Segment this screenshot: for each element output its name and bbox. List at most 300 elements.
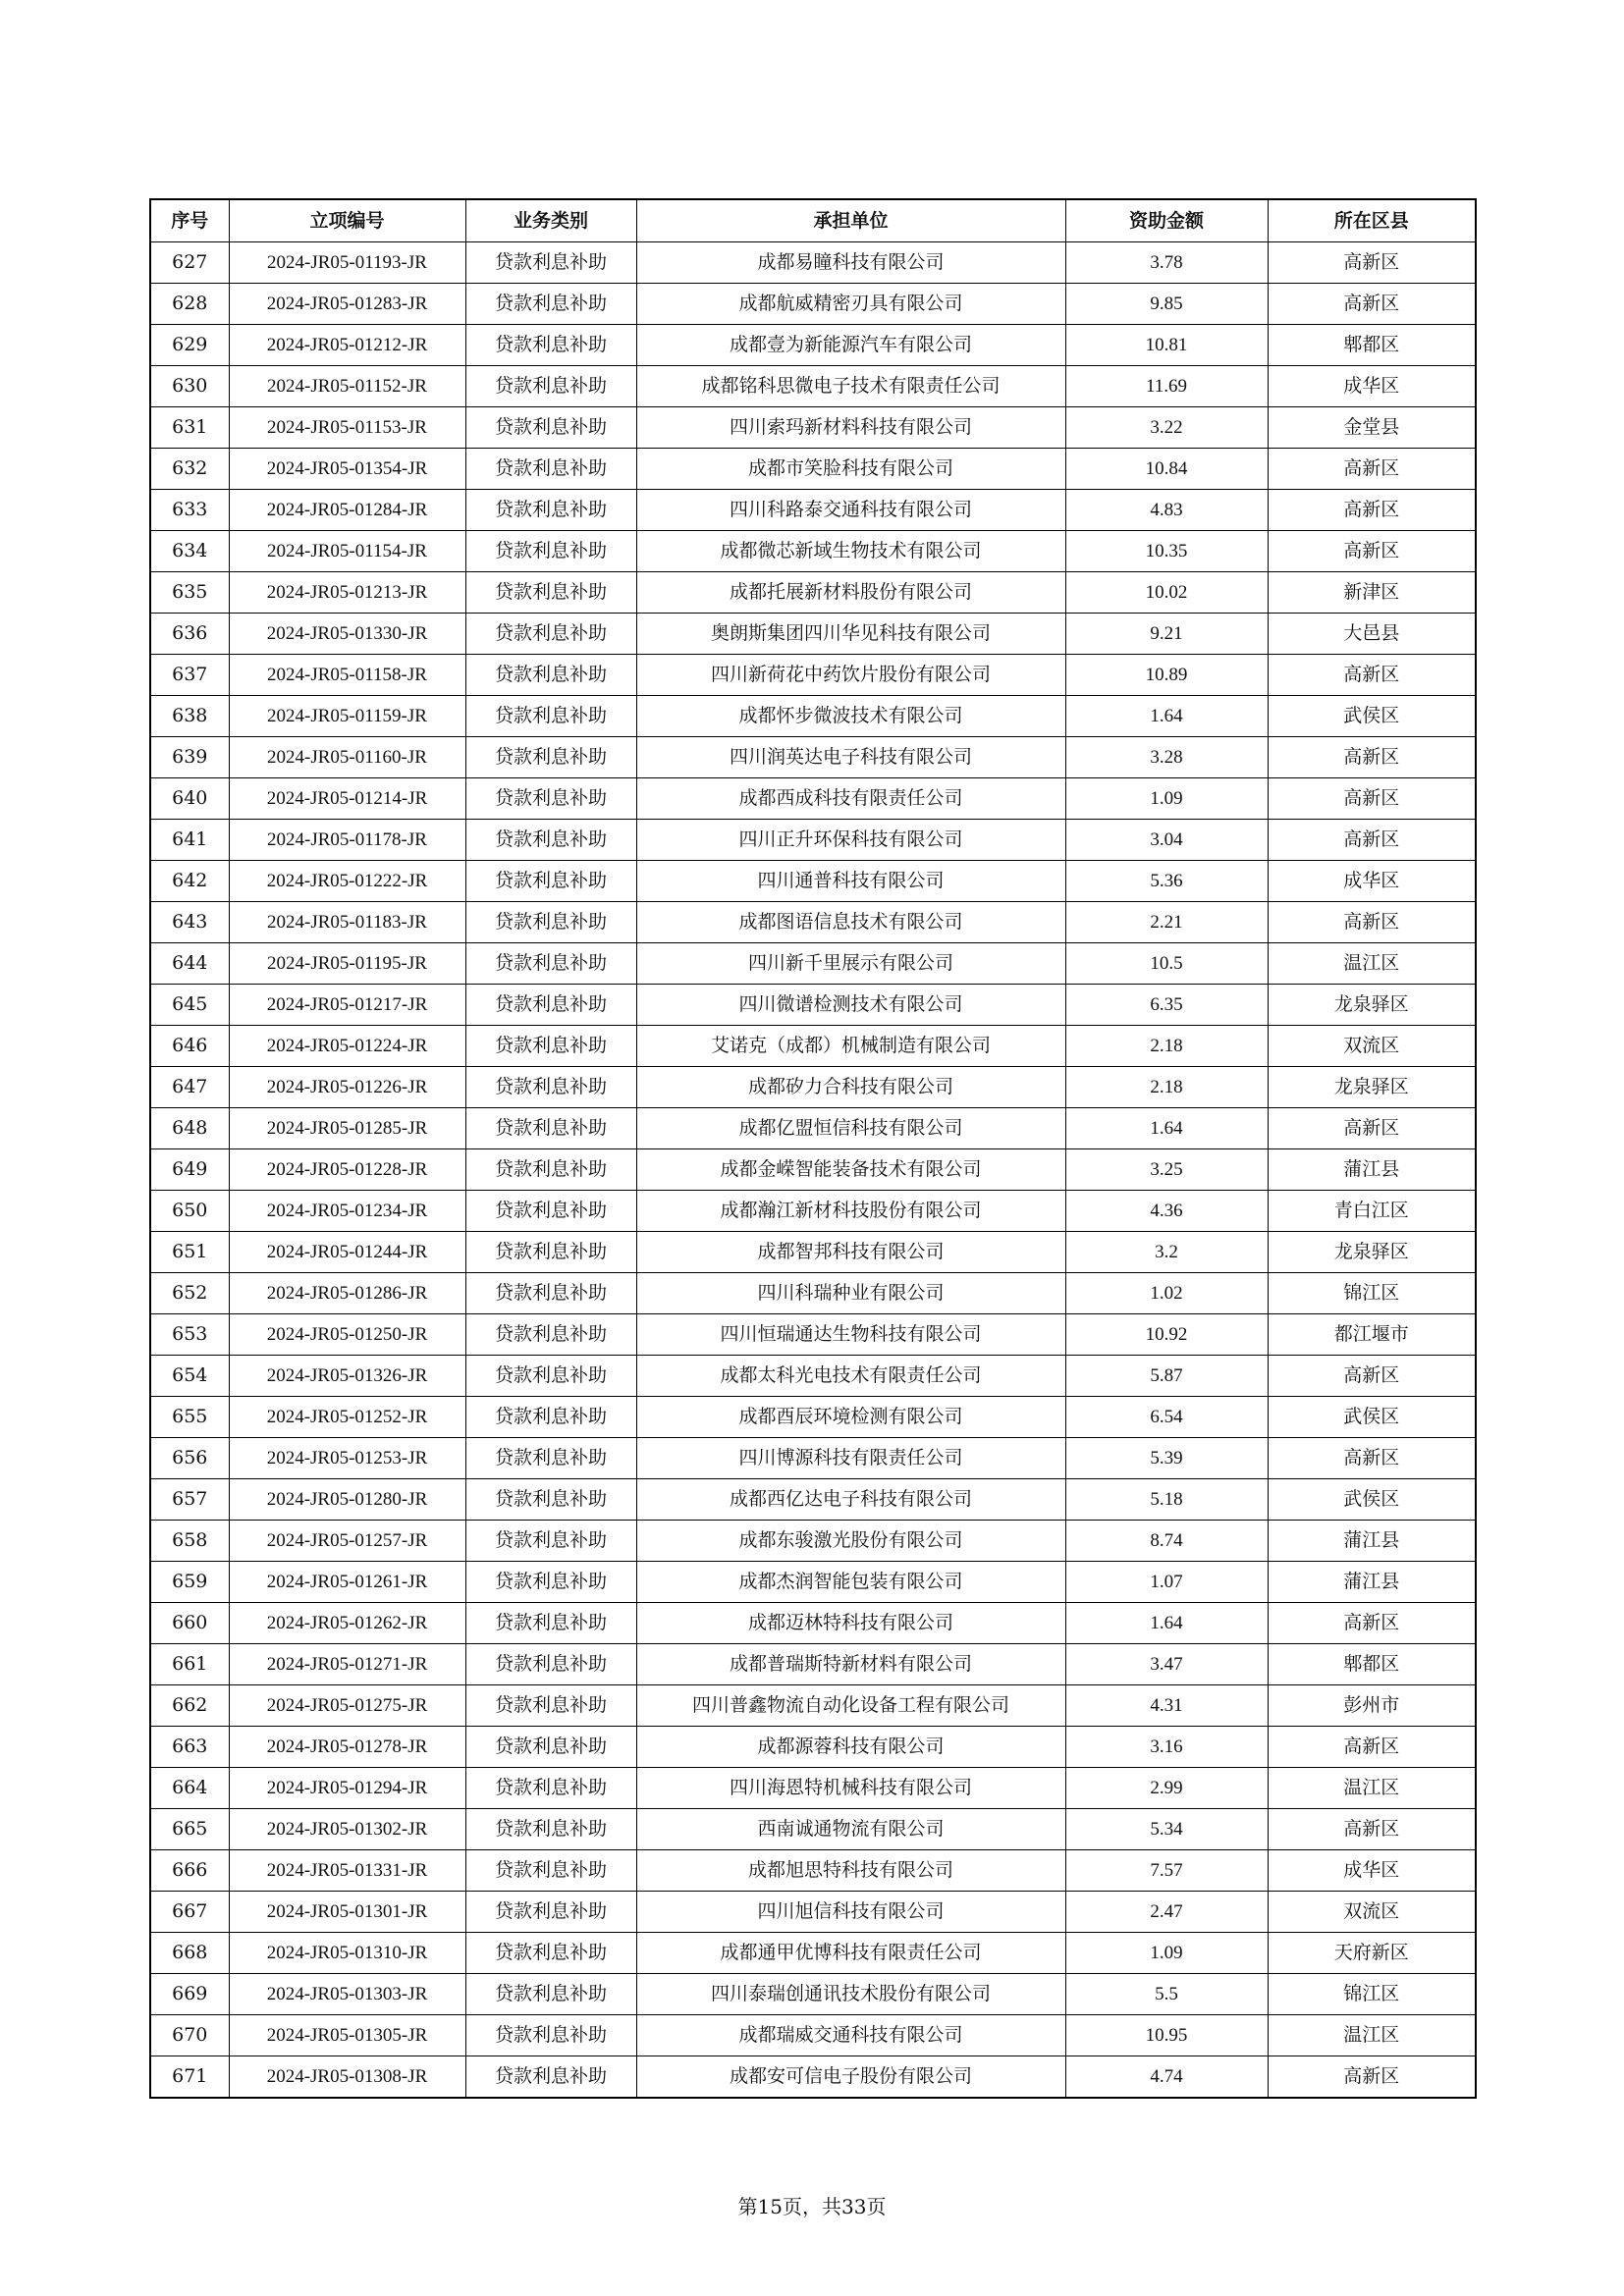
cell-project-code: 2024-JR05-01331-JR bbox=[229, 1850, 465, 1892]
cell-project-code: 2024-JR05-01152-JR bbox=[229, 366, 465, 407]
cell-district: 武侯区 bbox=[1268, 1397, 1476, 1438]
cell-funding-amount: 4.31 bbox=[1065, 1685, 1268, 1727]
cell-district: 蒲江县 bbox=[1268, 1562, 1476, 1603]
cell-funding-amount: 1.07 bbox=[1065, 1562, 1268, 1603]
cell-undertaking-unit: 成都托展新材料股份有限公司 bbox=[636, 572, 1065, 614]
cell-funding-amount: 1.02 bbox=[1065, 1273, 1268, 1314]
cell-project-code: 2024-JR05-01285-JR bbox=[229, 1108, 465, 1149]
cell-undertaking-unit: 四川恒瑞通达生物科技有限公司 bbox=[636, 1314, 1065, 1356]
cell-project-code: 2024-JR05-01252-JR bbox=[229, 1397, 465, 1438]
cell-seq: 637 bbox=[150, 655, 229, 696]
cell-undertaking-unit: 四川正升环保科技有限公司 bbox=[636, 820, 1065, 861]
cell-district: 郫都区 bbox=[1268, 325, 1476, 366]
table-row bbox=[150, 1397, 1476, 1438]
cell-seq: 638 bbox=[150, 696, 229, 737]
cell-business-type: 贷款利息补助 bbox=[465, 284, 636, 325]
cell-seq: 664 bbox=[150, 1768, 229, 1809]
cell-seq: 642 bbox=[150, 861, 229, 902]
cell-business-type: 贷款利息补助 bbox=[465, 325, 636, 366]
cell-district: 郫都区 bbox=[1268, 1644, 1476, 1685]
cell-undertaking-unit: 四川博源科技有限责任公司 bbox=[636, 1438, 1065, 1479]
cell-undertaking-unit: 成都图语信息技术有限公司 bbox=[636, 902, 1065, 943]
cell-funding-amount: 5.36 bbox=[1065, 861, 1268, 902]
table-body bbox=[150, 242, 1476, 2099]
cell-funding-amount: 1.64 bbox=[1065, 1108, 1268, 1149]
cell-district: 高新区 bbox=[1268, 449, 1476, 490]
cell-undertaking-unit: 四川新荷花中药饮片股份有限公司 bbox=[636, 655, 1065, 696]
cell-funding-amount: 6.35 bbox=[1065, 985, 1268, 1026]
cell-project-code: 2024-JR05-01354-JR bbox=[229, 449, 465, 490]
cell-funding-amount: 10.02 bbox=[1065, 572, 1268, 614]
cell-business-type: 贷款利息补助 bbox=[465, 1273, 636, 1314]
cell-project-code: 2024-JR05-01226-JR bbox=[229, 1067, 465, 1108]
cell-funding-amount: 3.78 bbox=[1065, 242, 1268, 284]
header-district: 所在区县 bbox=[1268, 199, 1476, 242]
cell-business-type: 贷款利息补助 bbox=[465, 985, 636, 1026]
cell-business-type: 贷款利息补助 bbox=[465, 1438, 636, 1479]
header-undertaking-unit: 承担单位 bbox=[636, 199, 1065, 242]
cell-district: 双流区 bbox=[1268, 1026, 1476, 1067]
cell-seq: 635 bbox=[150, 572, 229, 614]
cell-project-code: 2024-JR05-01193-JR bbox=[229, 242, 465, 284]
cell-district: 蒲江县 bbox=[1268, 1521, 1476, 1562]
cell-seq: 631 bbox=[150, 407, 229, 449]
cell-project-code: 2024-JR05-01326-JR bbox=[229, 1356, 465, 1397]
cell-seq: 627 bbox=[150, 242, 229, 284]
cell-seq: 661 bbox=[150, 1644, 229, 1685]
table-row bbox=[150, 407, 1476, 449]
cell-funding-amount: 10.35 bbox=[1065, 531, 1268, 572]
cell-undertaking-unit: 四川海恩特机械科技有限公司 bbox=[636, 1768, 1065, 1809]
table-row bbox=[150, 325, 1476, 366]
cell-district: 双流区 bbox=[1268, 1892, 1476, 1933]
cell-seq: 657 bbox=[150, 1479, 229, 1521]
table-row bbox=[150, 1850, 1476, 1892]
cell-project-code: 2024-JR05-01302-JR bbox=[229, 1809, 465, 1850]
cell-district: 锦江区 bbox=[1268, 1974, 1476, 2015]
cell-seq: 670 bbox=[150, 2015, 229, 2056]
cell-project-code: 2024-JR05-01305-JR bbox=[229, 2015, 465, 2056]
cell-district: 高新区 bbox=[1268, 490, 1476, 531]
cell-business-type: 贷款利息补助 bbox=[465, 1314, 636, 1356]
cell-district: 高新区 bbox=[1268, 1603, 1476, 1644]
cell-funding-amount: 9.85 bbox=[1065, 284, 1268, 325]
cell-undertaking-unit: 艾诺克（成都）机械制造有限公司 bbox=[636, 1026, 1065, 1067]
cell-funding-amount: 3.16 bbox=[1065, 1727, 1268, 1768]
cell-business-type: 贷款利息补助 bbox=[465, 861, 636, 902]
cell-business-type: 贷款利息补助 bbox=[465, 1644, 636, 1685]
cell-seq: 653 bbox=[150, 1314, 229, 1356]
cell-business-type: 贷款利息补助 bbox=[465, 1149, 636, 1191]
cell-district: 成华区 bbox=[1268, 366, 1476, 407]
cell-business-type: 贷款利息补助 bbox=[465, 1067, 636, 1108]
cell-business-type: 贷款利息补助 bbox=[465, 1521, 636, 1562]
table-row bbox=[150, 1562, 1476, 1603]
cell-funding-amount: 3.25 bbox=[1065, 1149, 1268, 1191]
cell-funding-amount: 5.39 bbox=[1065, 1438, 1268, 1479]
table-row bbox=[150, 1685, 1476, 1727]
cell-undertaking-unit: 成都迈林特科技有限公司 bbox=[636, 1603, 1065, 1644]
cell-project-code: 2024-JR05-01222-JR bbox=[229, 861, 465, 902]
cell-project-code: 2024-JR05-01261-JR bbox=[229, 1562, 465, 1603]
cell-business-type: 贷款利息补助 bbox=[465, 531, 636, 572]
cell-seq: 643 bbox=[150, 902, 229, 943]
cell-funding-amount: 1.64 bbox=[1065, 696, 1268, 737]
cell-business-type: 贷款利息补助 bbox=[465, 902, 636, 943]
cell-project-code: 2024-JR05-01310-JR bbox=[229, 1933, 465, 1974]
cell-funding-amount: 2.47 bbox=[1065, 1892, 1268, 1933]
cell-undertaking-unit: 四川润英达电子科技有限公司 bbox=[636, 737, 1065, 778]
cell-undertaking-unit: 成都瑞威交通科技有限公司 bbox=[636, 2015, 1065, 2056]
table-row bbox=[150, 572, 1476, 614]
table-row bbox=[150, 1232, 1476, 1273]
cell-district: 温江区 bbox=[1268, 943, 1476, 985]
header-business-type: 业务类别 bbox=[465, 199, 636, 242]
cell-project-code: 2024-JR05-01308-JR bbox=[229, 2056, 465, 2099]
cell-business-type: 贷款利息补助 bbox=[465, 366, 636, 407]
cell-project-code: 2024-JR05-01213-JR bbox=[229, 572, 465, 614]
cell-business-type: 贷款利息补助 bbox=[465, 242, 636, 284]
cell-undertaking-unit: 成都金嵘智能装备技术有限公司 bbox=[636, 1149, 1065, 1191]
cell-district: 龙泉驿区 bbox=[1268, 1067, 1476, 1108]
cell-district: 高新区 bbox=[1268, 284, 1476, 325]
cell-undertaking-unit: 四川微谱检测技术有限公司 bbox=[636, 985, 1065, 1026]
cell-seq: 671 bbox=[150, 2056, 229, 2099]
cell-undertaking-unit: 西南诚通物流有限公司 bbox=[636, 1809, 1065, 1850]
table-row bbox=[150, 1603, 1476, 1644]
cell-business-type: 贷款利息补助 bbox=[465, 2056, 636, 2099]
cell-district: 温江区 bbox=[1268, 2015, 1476, 2056]
cell-undertaking-unit: 成都微芯新域生物技术有限公司 bbox=[636, 531, 1065, 572]
cell-undertaking-unit: 成都瀚江新材科技股份有限公司 bbox=[636, 1191, 1065, 1232]
cell-funding-amount: 2.21 bbox=[1065, 902, 1268, 943]
cell-seq: 646 bbox=[150, 1026, 229, 1067]
table-row bbox=[150, 820, 1476, 861]
cell-undertaking-unit: 四川科路泰交通科技有限公司 bbox=[636, 490, 1065, 531]
cell-project-code: 2024-JR05-01294-JR bbox=[229, 1768, 465, 1809]
cell-seq: 636 bbox=[150, 614, 229, 655]
table-row bbox=[150, 1974, 1476, 2015]
table-row bbox=[150, 1809, 1476, 1850]
cell-funding-amount: 2.18 bbox=[1065, 1067, 1268, 1108]
cell-undertaking-unit: 成都智邦科技有限公司 bbox=[636, 1232, 1065, 1273]
cell-seq: 629 bbox=[150, 325, 229, 366]
cell-seq: 641 bbox=[150, 820, 229, 861]
cell-funding-amount: 7.57 bbox=[1065, 1850, 1268, 1892]
cell-funding-amount: 3.28 bbox=[1065, 737, 1268, 778]
cell-undertaking-unit: 四川通普科技有限公司 bbox=[636, 861, 1065, 902]
table-row bbox=[150, 449, 1476, 490]
cell-business-type: 贷款利息补助 bbox=[465, 1026, 636, 1067]
cell-district: 高新区 bbox=[1268, 1809, 1476, 1850]
cell-seq: 667 bbox=[150, 1892, 229, 1933]
cell-business-type: 贷款利息补助 bbox=[465, 1809, 636, 1850]
cell-seq: 649 bbox=[150, 1149, 229, 1191]
cell-project-code: 2024-JR05-01262-JR bbox=[229, 1603, 465, 1644]
cell-business-type: 贷款利息补助 bbox=[465, 737, 636, 778]
table-row bbox=[150, 1356, 1476, 1397]
cell-project-code: 2024-JR05-01284-JR bbox=[229, 490, 465, 531]
cell-funding-amount: 1.09 bbox=[1065, 1933, 1268, 1974]
table-row bbox=[150, 1892, 1476, 1933]
cell-funding-amount: 4.83 bbox=[1065, 490, 1268, 531]
cell-district: 成华区 bbox=[1268, 1850, 1476, 1892]
cell-seq: 639 bbox=[150, 737, 229, 778]
cell-project-code: 2024-JR05-01303-JR bbox=[229, 1974, 465, 2015]
table-row bbox=[150, 1067, 1476, 1108]
cell-district: 高新区 bbox=[1268, 655, 1476, 696]
cell-project-code: 2024-JR05-01158-JR bbox=[229, 655, 465, 696]
cell-business-type: 贷款利息补助 bbox=[465, 1562, 636, 1603]
cell-seq: 658 bbox=[150, 1521, 229, 1562]
cell-district: 青白江区 bbox=[1268, 1191, 1476, 1232]
cell-project-code: 2024-JR05-01217-JR bbox=[229, 985, 465, 1026]
table-row bbox=[150, 1727, 1476, 1768]
cell-funding-amount: 3.2 bbox=[1065, 1232, 1268, 1273]
cell-business-type: 贷款利息补助 bbox=[465, 1191, 636, 1232]
cell-seq: 640 bbox=[150, 778, 229, 820]
cell-seq: 651 bbox=[150, 1232, 229, 1273]
funding-table bbox=[149, 198, 1477, 2099]
table-row bbox=[150, 284, 1476, 325]
cell-undertaking-unit: 成都酉辰环境检测有限公司 bbox=[636, 1397, 1065, 1438]
cell-project-code: 2024-JR05-01250-JR bbox=[229, 1314, 465, 1356]
table-row bbox=[150, 531, 1476, 572]
cell-district: 高新区 bbox=[1268, 902, 1476, 943]
cell-undertaking-unit: 成都西成科技有限责任公司 bbox=[636, 778, 1065, 820]
cell-district: 高新区 bbox=[1268, 2056, 1476, 2099]
table-row bbox=[150, 943, 1476, 985]
table-row bbox=[150, 1149, 1476, 1191]
table-row bbox=[150, 614, 1476, 655]
table-header-row bbox=[150, 199, 1476, 242]
cell-undertaking-unit: 成都东骏激光股份有限公司 bbox=[636, 1521, 1065, 1562]
cell-business-type: 贷款利息补助 bbox=[465, 696, 636, 737]
table-row bbox=[150, 1273, 1476, 1314]
cell-district: 高新区 bbox=[1268, 778, 1476, 820]
cell-district: 龙泉驿区 bbox=[1268, 985, 1476, 1026]
cell-business-type: 贷款利息补助 bbox=[465, 1933, 636, 1974]
cell-seq: 669 bbox=[150, 1974, 229, 2015]
cell-district: 高新区 bbox=[1268, 1108, 1476, 1149]
cell-undertaking-unit: 成都安可信电子股份有限公司 bbox=[636, 2056, 1065, 2099]
cell-undertaking-unit: 成都亿盟恒信科技有限公司 bbox=[636, 1108, 1065, 1149]
cell-seq: 634 bbox=[150, 531, 229, 572]
cell-seq: 647 bbox=[150, 1067, 229, 1108]
cell-funding-amount: 8.74 bbox=[1065, 1521, 1268, 1562]
cell-seq: 660 bbox=[150, 1603, 229, 1644]
table-row bbox=[150, 655, 1476, 696]
table-row bbox=[150, 490, 1476, 531]
cell-project-code: 2024-JR05-01228-JR bbox=[229, 1149, 465, 1191]
cell-business-type: 贷款利息补助 bbox=[465, 490, 636, 531]
cell-seq: 656 bbox=[150, 1438, 229, 1479]
cell-project-code: 2024-JR05-01178-JR bbox=[229, 820, 465, 861]
cell-project-code: 2024-JR05-01286-JR bbox=[229, 1273, 465, 1314]
table-row bbox=[150, 1933, 1476, 1974]
cell-seq: 633 bbox=[150, 490, 229, 531]
cell-district: 成华区 bbox=[1268, 861, 1476, 902]
cell-project-code: 2024-JR05-01153-JR bbox=[229, 407, 465, 449]
cell-business-type: 贷款利息补助 bbox=[465, 407, 636, 449]
cell-business-type: 贷款利息补助 bbox=[465, 2015, 636, 2056]
cell-funding-amount: 10.95 bbox=[1065, 2015, 1268, 2056]
cell-seq: 655 bbox=[150, 1397, 229, 1438]
cell-district: 高新区 bbox=[1268, 531, 1476, 572]
cell-seq: 648 bbox=[150, 1108, 229, 1149]
table-row bbox=[150, 1438, 1476, 1479]
cell-seq: 628 bbox=[150, 284, 229, 325]
cell-district: 高新区 bbox=[1268, 1727, 1476, 1768]
cell-seq: 652 bbox=[150, 1273, 229, 1314]
table-row bbox=[150, 778, 1476, 820]
cell-funding-amount: 10.5 bbox=[1065, 943, 1268, 985]
cell-undertaking-unit: 成都易瞳科技有限公司 bbox=[636, 242, 1065, 284]
cell-district: 温江区 bbox=[1268, 1768, 1476, 1809]
cell-business-type: 贷款利息补助 bbox=[465, 1768, 636, 1809]
cell-district: 高新区 bbox=[1268, 242, 1476, 284]
table-row bbox=[150, 1644, 1476, 1685]
table-row bbox=[150, 985, 1476, 1026]
cell-undertaking-unit: 四川普鑫物流自动化设备工程有限公司 bbox=[636, 1685, 1065, 1727]
cell-undertaking-unit: 成都铭科思微电子技术有限责任公司 bbox=[636, 366, 1065, 407]
table-row bbox=[150, 1108, 1476, 1149]
table-row bbox=[150, 2015, 1476, 2056]
cell-project-code: 2024-JR05-01330-JR bbox=[229, 614, 465, 655]
cell-business-type: 贷款利息补助 bbox=[465, 1479, 636, 1521]
cell-funding-amount: 5.18 bbox=[1065, 1479, 1268, 1521]
cell-funding-amount: 4.36 bbox=[1065, 1191, 1268, 1232]
cell-seq: 650 bbox=[150, 1191, 229, 1232]
cell-seq: 668 bbox=[150, 1933, 229, 1974]
cell-project-code: 2024-JR05-01160-JR bbox=[229, 737, 465, 778]
cell-undertaking-unit: 成都杰润智能包装有限公司 bbox=[636, 1562, 1065, 1603]
cell-seq: 663 bbox=[150, 1727, 229, 1768]
cell-funding-amount: 5.87 bbox=[1065, 1356, 1268, 1397]
cell-business-type: 贷款利息补助 bbox=[465, 820, 636, 861]
cell-district: 武侯区 bbox=[1268, 1479, 1476, 1521]
table-row bbox=[150, 1521, 1476, 1562]
cell-undertaking-unit: 成都旭思特科技有限公司 bbox=[636, 1850, 1065, 1892]
cell-project-code: 2024-JR05-01301-JR bbox=[229, 1892, 465, 1933]
table-row bbox=[150, 1768, 1476, 1809]
cell-undertaking-unit: 四川旭信科技有限公司 bbox=[636, 1892, 1065, 1933]
cell-funding-amount: 3.47 bbox=[1065, 1644, 1268, 1685]
table-row bbox=[150, 737, 1476, 778]
cell-district: 锦江区 bbox=[1268, 1273, 1476, 1314]
cell-funding-amount: 11.69 bbox=[1065, 366, 1268, 407]
header-funding-amount: 资助金额 bbox=[1065, 199, 1268, 242]
cell-funding-amount: 10.84 bbox=[1065, 449, 1268, 490]
cell-project-code: 2024-JR05-01234-JR bbox=[229, 1191, 465, 1232]
cell-undertaking-unit: 成都市笑脸科技有限公司 bbox=[636, 449, 1065, 490]
cell-project-code: 2024-JR05-01275-JR bbox=[229, 1685, 465, 1727]
cell-undertaking-unit: 四川新千里展示有限公司 bbox=[636, 943, 1065, 985]
cell-funding-amount: 3.22 bbox=[1065, 407, 1268, 449]
header-project-code: 立项编号 bbox=[229, 199, 465, 242]
cell-funding-amount: 6.54 bbox=[1065, 1397, 1268, 1438]
cell-business-type: 贷款利息补助 bbox=[465, 778, 636, 820]
cell-seq: 666 bbox=[150, 1850, 229, 1892]
header-seq: 序号 bbox=[150, 199, 229, 242]
cell-business-type: 贷款利息补助 bbox=[465, 1108, 636, 1149]
cell-seq: 665 bbox=[150, 1809, 229, 1850]
cell-district: 高新区 bbox=[1268, 737, 1476, 778]
table-row bbox=[150, 696, 1476, 737]
cell-funding-amount: 5.5 bbox=[1065, 1974, 1268, 2015]
page-number: 第15页，共33页 bbox=[737, 2195, 887, 2218]
cell-project-code: 2024-JR05-01159-JR bbox=[229, 696, 465, 737]
table-row bbox=[150, 366, 1476, 407]
cell-district: 高新区 bbox=[1268, 1438, 1476, 1479]
cell-project-code: 2024-JR05-01283-JR bbox=[229, 284, 465, 325]
table-row bbox=[150, 902, 1476, 943]
cell-undertaking-unit: 成都源蓉科技有限公司 bbox=[636, 1727, 1065, 1768]
cell-seq: 644 bbox=[150, 943, 229, 985]
cell-project-code: 2024-JR05-01154-JR bbox=[229, 531, 465, 572]
cell-undertaking-unit: 成都壹为新能源汽车有限公司 bbox=[636, 325, 1065, 366]
cell-undertaking-unit: 四川科瑞种业有限公司 bbox=[636, 1273, 1065, 1314]
cell-undertaking-unit: 成都太科光电技术有限责任公司 bbox=[636, 1356, 1065, 1397]
cell-funding-amount: 2.99 bbox=[1065, 1768, 1268, 1809]
cell-district: 蒲江县 bbox=[1268, 1149, 1476, 1191]
cell-business-type: 贷款利息补助 bbox=[465, 1892, 636, 1933]
cell-seq: 659 bbox=[150, 1562, 229, 1603]
cell-project-code: 2024-JR05-01280-JR bbox=[229, 1479, 465, 1521]
cell-project-code: 2024-JR05-01214-JR bbox=[229, 778, 465, 820]
table-row bbox=[150, 1314, 1476, 1356]
cell-seq: 662 bbox=[150, 1685, 229, 1727]
cell-project-code: 2024-JR05-01195-JR bbox=[229, 943, 465, 985]
cell-district: 金堂县 bbox=[1268, 407, 1476, 449]
cell-funding-amount: 5.34 bbox=[1065, 1809, 1268, 1850]
table-row bbox=[150, 1479, 1476, 1521]
cell-undertaking-unit: 四川索玛新材料科技有限公司 bbox=[636, 407, 1065, 449]
cell-project-code: 2024-JR05-01257-JR bbox=[229, 1521, 465, 1562]
cell-district: 高新区 bbox=[1268, 820, 1476, 861]
table-row bbox=[150, 2056, 1476, 2099]
cell-business-type: 贷款利息补助 bbox=[465, 1850, 636, 1892]
cell-district: 新津区 bbox=[1268, 572, 1476, 614]
cell-district: 龙泉驿区 bbox=[1268, 1232, 1476, 1273]
cell-district: 彭州市 bbox=[1268, 1685, 1476, 1727]
cell-district: 武侯区 bbox=[1268, 696, 1476, 737]
table-row bbox=[150, 1026, 1476, 1067]
cell-funding-amount: 9.21 bbox=[1065, 614, 1268, 655]
cell-business-type: 贷款利息补助 bbox=[465, 1232, 636, 1273]
cell-seq: 630 bbox=[150, 366, 229, 407]
cell-seq: 632 bbox=[150, 449, 229, 490]
cell-business-type: 贷款利息补助 bbox=[465, 1727, 636, 1768]
cell-business-type: 贷款利息补助 bbox=[465, 614, 636, 655]
cell-funding-amount: 1.64 bbox=[1065, 1603, 1268, 1644]
cell-undertaking-unit: 奥朗斯集团四川华见科技有限公司 bbox=[636, 614, 1065, 655]
cell-undertaking-unit: 成都通甲优博科技有限责任公司 bbox=[636, 1933, 1065, 1974]
cell-funding-amount: 10.81 bbox=[1065, 325, 1268, 366]
cell-business-type: 贷款利息补助 bbox=[465, 449, 636, 490]
cell-undertaking-unit: 四川泰瑞创通讯技术股份有限公司 bbox=[636, 1974, 1065, 2015]
cell-business-type: 贷款利息补助 bbox=[465, 655, 636, 696]
cell-district: 大邑县 bbox=[1268, 614, 1476, 655]
table-row bbox=[150, 242, 1476, 284]
cell-business-type: 贷款利息补助 bbox=[465, 1397, 636, 1438]
cell-seq: 654 bbox=[150, 1356, 229, 1397]
cell-undertaking-unit: 成都普瑞斯特新材料有限公司 bbox=[636, 1644, 1065, 1685]
cell-funding-amount: 1.09 bbox=[1065, 778, 1268, 820]
cell-business-type: 贷款利息补助 bbox=[465, 1685, 636, 1727]
cell-undertaking-unit: 成都怀步微波技术有限公司 bbox=[636, 696, 1065, 737]
cell-district: 天府新区 bbox=[1268, 1933, 1476, 1974]
